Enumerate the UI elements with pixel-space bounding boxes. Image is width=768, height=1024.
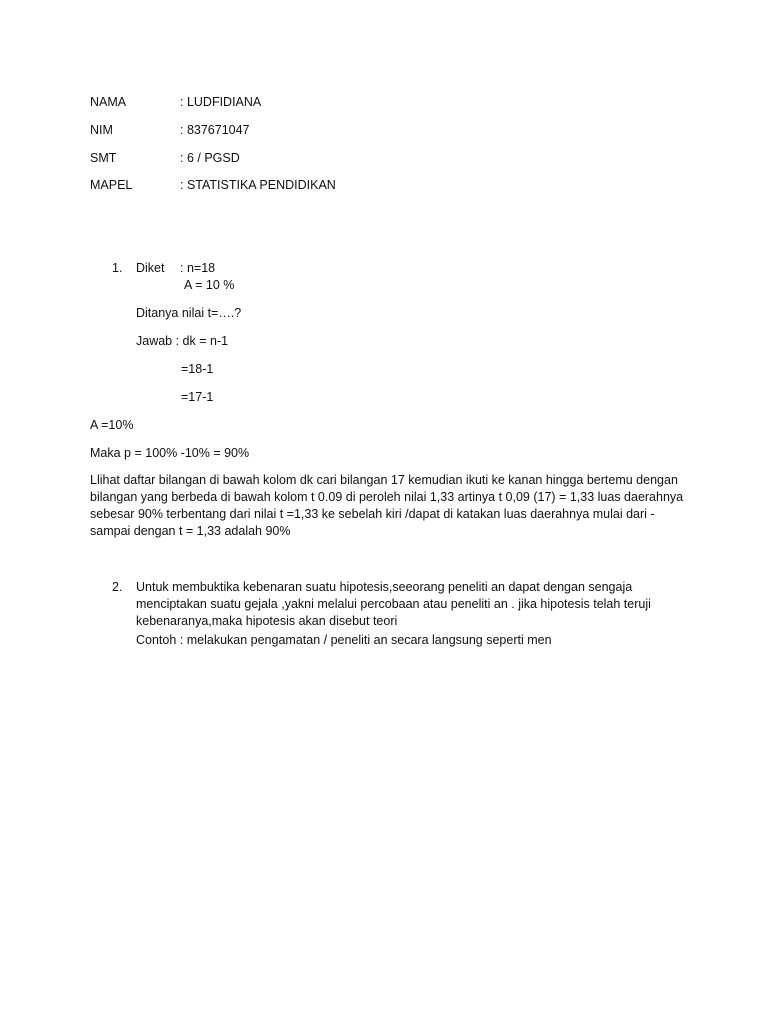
mapel-label: MAPEL xyxy=(90,178,133,192)
q2-number: 2. xyxy=(112,580,123,594)
q1-number: 1. xyxy=(112,261,123,275)
nim-label: NIM xyxy=(90,123,113,137)
q1-step1: =18-1 xyxy=(181,362,214,376)
nama-value: : LUDFIDIANA xyxy=(180,95,262,109)
q1-diket-n: : n=18 xyxy=(180,261,216,275)
q2-text: Untuk membuktika kebenaran suatu hipotesis,seeorang peneliti an dapat dengan sengaja menciptakan suatu gejala ,yakni melalui percobaan atau peneliti an . jika hipotesis telah teruji kebenaranya,maka hipotesis akan disebut teori xyxy=(136,580,651,628)
smt-label: SMT xyxy=(90,151,117,165)
q1-jawab: Jawab : dk = n-1 xyxy=(136,334,229,348)
q1-ditanya: Ditanya nilai t=….? xyxy=(136,306,242,320)
q1-diket-a: A = 10 % xyxy=(184,278,235,292)
nama-label: NAMA xyxy=(90,95,127,109)
nim-value: : 837671047 xyxy=(180,123,250,137)
q1-explanation: Llihat daftar bilangan di bawah kolom dk cari bilangan 17 kemudian ikuti ke kanan hingga bertemu dengan bilangan yang berbeda di bawah kolom t 0.09 di peroleh nilai 1,33 artinya t 0,09 (17) = 1,33 luas daerahnya sebesar 90% terbentang dari nilai t =1,33 ke sebelah kiri /dapat di katakan luas daerahnya mulai dari - sampai dengan t = 1,33 adalah 90% xyxy=(90,473,684,538)
smt-value: : 6 / PGSD xyxy=(180,151,240,165)
q1-step2: =17-1 xyxy=(181,390,214,404)
q2-contoh: Contoh : melakukan pengamatan / peneliti an secara langsung seperti men xyxy=(136,633,552,647)
q1-maka-line: Maka p = 100% -10% = 90% xyxy=(90,446,250,460)
q1-a-line: A =10% xyxy=(90,418,134,432)
mapel-value: : STATISTIKA PENDIDIKAN xyxy=(180,178,336,192)
q1-diket-label: Diket xyxy=(136,261,165,275)
